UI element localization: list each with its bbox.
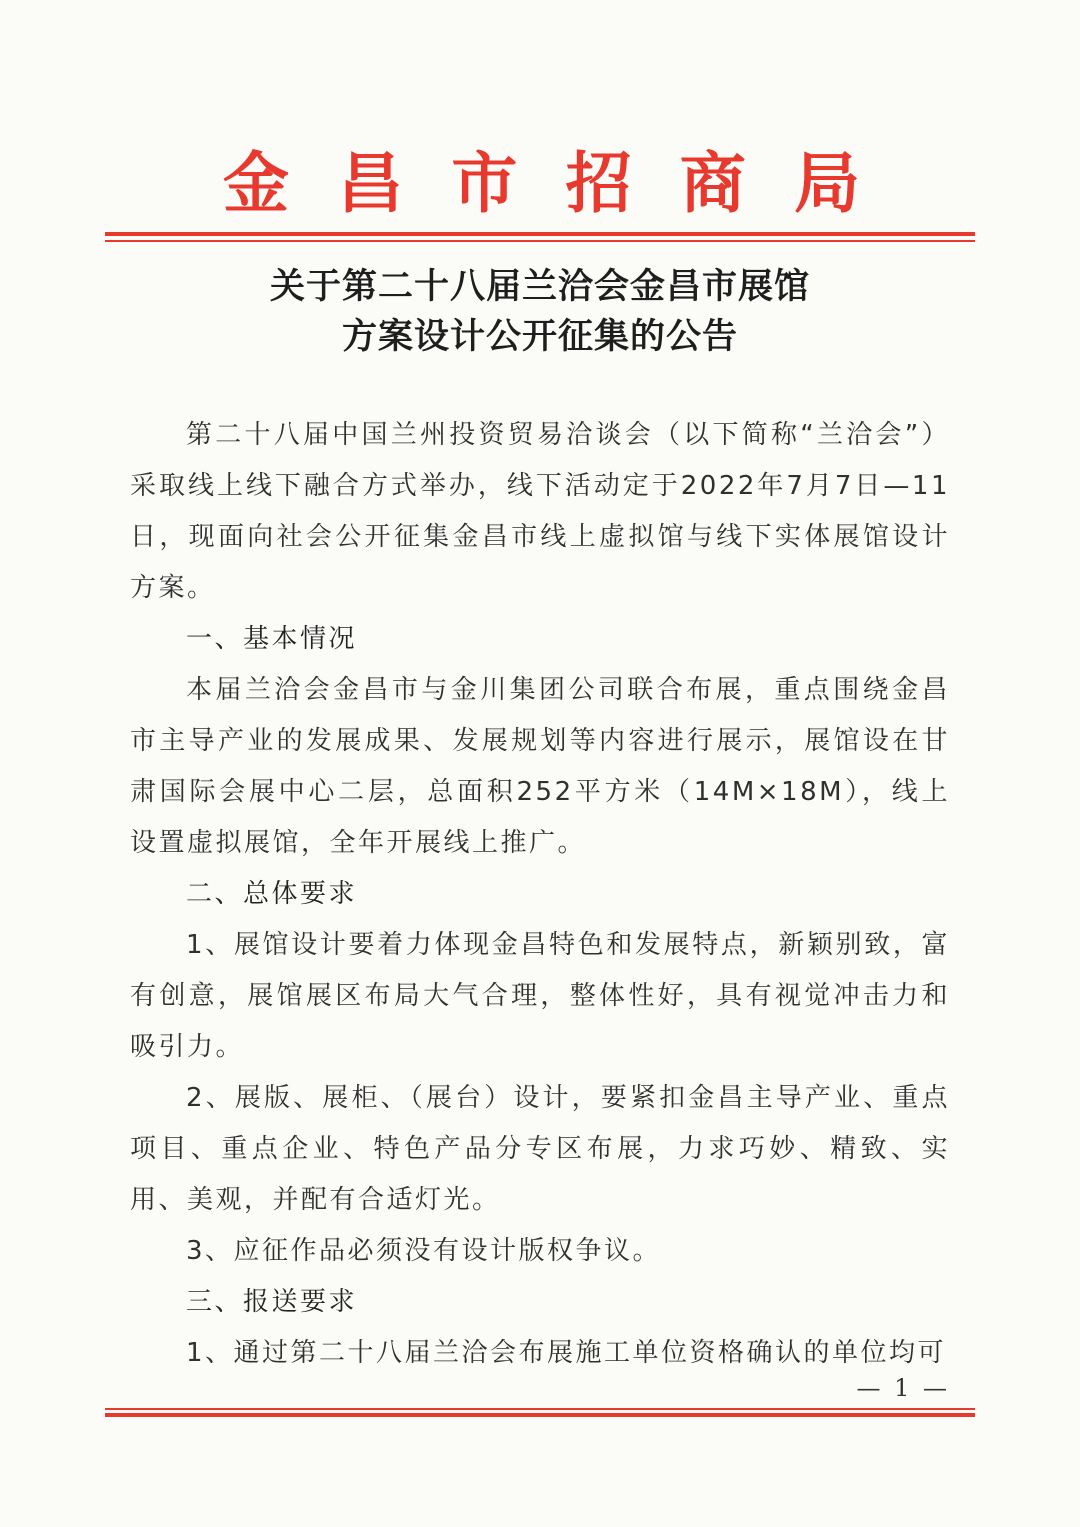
section-2-item-2: 2、展版、展柜、（展台）设计，要紧扣金昌主导产业、重点项目、重点企业、特色产品分专区布展，力求巧妙、精致、实用、美观，并配有合适灯光。	[130, 1083, 950, 1215]
issuing-org-name	[105, 138, 975, 228]
org-char: 招	[565, 144, 632, 222]
section-2-item-3: 3、应征作品必须没有设计版权争议。	[186, 1236, 662, 1266]
header-rule-thick	[105, 232, 975, 236]
section-2-heading: 二、总体要求	[186, 879, 358, 909]
footer-rule-thick	[105, 1413, 975, 1417]
page-number: — 1 —	[856, 1374, 950, 1402]
org-char: 昌	[337, 144, 404, 222]
section-2-item-1: 1、展馆设计要着力体现金昌特色和发展特点，新颖别致，富有创意，展馆展区布局大气合理，整体性好，具有视觉冲击力和吸引力。	[130, 930, 950, 1062]
section-1-heading: 一、基本情况	[186, 624, 358, 654]
title-line-1: 关于第二十八届兰洽会金昌市展馆	[269, 266, 810, 307]
intro-paragraph: 第二十八届中国兰州投资贸易洽谈会（以下简称“兰洽会”）采取线上线下融合方式举办，线下活动定于2022年7月7日—11日，现面向社会公开征集金昌市线上虚拟馆与线下实体展馆设计方案。	[130, 420, 950, 603]
section-3-item-1: 1、通过第二十八届兰洽会布展施工单位资格确认的单位均可	[186, 1338, 947, 1368]
section-1-paragraph: 本届兰洽会金昌市与金川集团公司联合布展，重点围绕金昌市主导产业的发展成果、发展规划等内容进行展示，展馆设在甘肃国际会展中心二层，总面积252平方米（14M×18M），线上设置虚拟展馆，全年开展线上推广。	[130, 675, 950, 858]
org-char: 商	[679, 144, 746, 222]
title-line-2: 方案设计公开征集的公告	[341, 316, 738, 357]
org-char: 市	[451, 144, 518, 222]
org-char: 金	[223, 144, 289, 222]
document-title	[105, 262, 975, 362]
footer-rule-thin	[105, 1408, 975, 1410]
section-3-heading: 三、报送要求	[186, 1287, 358, 1317]
org-char: 局	[793, 144, 860, 222]
header-rule-thin	[105, 240, 975, 242]
document-body	[130, 410, 950, 1379]
